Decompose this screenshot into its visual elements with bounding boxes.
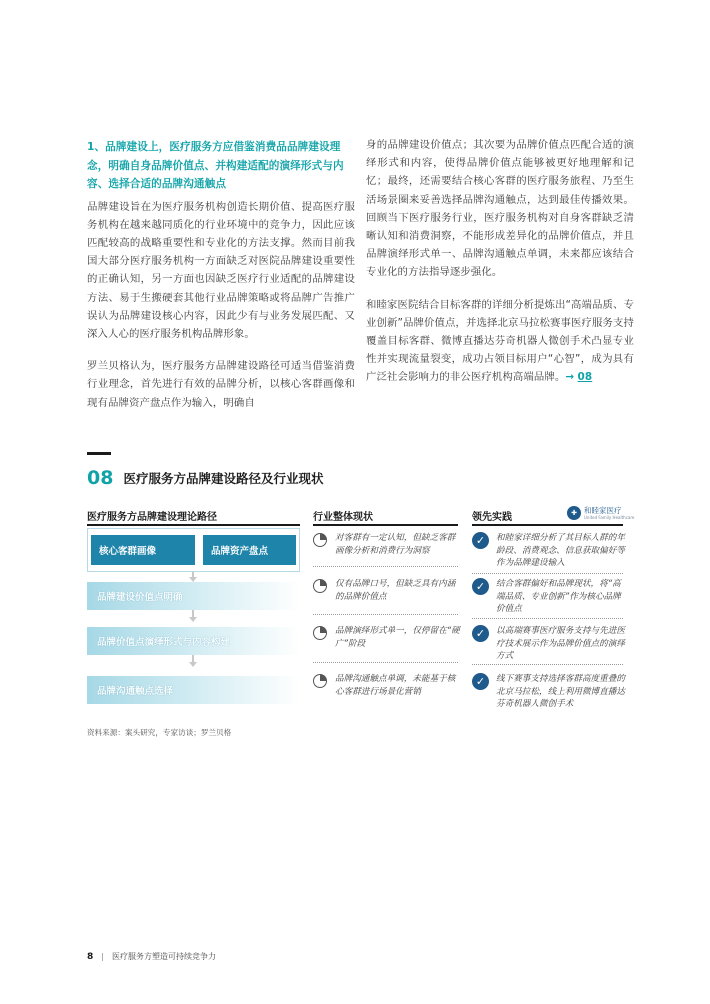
status-text: 仅有品牌口号，但缺乏具有内涵的品牌价值点 [335, 579, 456, 602]
logo-subtext: United Family Healthcare [584, 514, 635, 520]
arrow-down-icon [189, 662, 197, 667]
figure-reference-link[interactable]: 08 [577, 371, 593, 384]
input-box-customer-profile: 核心客群画像 [91, 535, 195, 565]
figure-divider [87, 452, 111, 455]
figure-title [87, 466, 323, 490]
practice-row [472, 578, 626, 616]
section-heading: 1、品牌建设上，医疗服务方应借鉴消费品品牌建设理念，明确自身品牌价值点、并构建适配的演绎形式与内容、选择合适的品牌沟通触点 [87, 141, 344, 190]
row-separator [313, 566, 458, 567]
check-circle-icon: ✓ [472, 673, 489, 690]
ufh-logo [567, 506, 634, 520]
pie-quarter-icon [313, 579, 327, 593]
body-paragraph: 罗兰贝格认为，医疗服务方品牌建设路径可适当借鉴消费行业理念，首先进行有效的品牌分析，以核心客群画像和现有品牌资产盘点作为输入，明确自 [87, 360, 355, 409]
step-touchpoint: 品牌沟通触点选择 [87, 676, 300, 704]
arrow-down-icon [189, 617, 197, 622]
status-row [313, 578, 463, 603]
col-header-practice: 领先实践 [472, 512, 512, 523]
header-rule [313, 524, 458, 526]
row-separator [313, 662, 458, 663]
page-footer [87, 951, 216, 962]
right-column [366, 136, 634, 401]
row-separator [313, 614, 458, 615]
pie-quarter-icon [313, 533, 327, 547]
left-column [87, 138, 355, 426]
pie-quarter-icon [313, 626, 327, 640]
status-text: 品牌沟通触点单调，未能基于核心客群进行场景化营销 [335, 674, 456, 697]
footer-separator: | [101, 952, 104, 961]
logo-text: 和睦家医疗 [584, 505, 622, 515]
status-row [313, 673, 463, 698]
footer-title: 医疗服务方塑造可持续竞争力 [111, 952, 216, 961]
row-separator [472, 573, 623, 574]
practice-text: 以高端赛事医疗服务支持与先进医疗技术展示作为品牌价值点的演绎方式 [496, 626, 625, 661]
practice-text: 线下赛事支持选择客群高度重叠的北京马拉松，线上利用微博直播达芬奇机器人微创手术 [496, 674, 625, 709]
body-paragraph [366, 296, 634, 387]
status-row [313, 625, 463, 650]
practice-row [472, 532, 626, 570]
check-circle-icon: ✓ [472, 625, 489, 642]
status-row [313, 532, 463, 557]
arrow-right-icon: → [565, 371, 575, 384]
row-separator [472, 618, 623, 619]
status-text: 品牌演绎形式单一，仅停留在“硬广”阶段 [335, 626, 460, 649]
header-rule [472, 524, 623, 526]
practice-row [472, 673, 626, 711]
figure-source: 资料来源：案头研究，专家访谈；罗兰贝格 [87, 728, 232, 737]
header-rule [87, 524, 300, 526]
page-number: 8 [87, 951, 94, 962]
input-box-brand-assets: 品牌资产盘点 [203, 535, 296, 565]
logo-mark-icon: ✚ [567, 506, 581, 520]
check-circle-icon: ✓ [472, 532, 489, 549]
row-separator [472, 664, 623, 665]
body-paragraph-text: 和睦家医院结合目标客群的详细分析提炼出“高端品质、专业创新”品牌价值点，并选择北京马拉松赛事医疗服务支持覆盖目标客群、微博直播达芬奇机器人微创手术凸显专业性并实现流量裂变，成功占领目标用户“心智”，成为具有广泛社会影响力的非公医疗机构高端品牌。 [366, 298, 634, 384]
practice-text: 结合客群偏好和品牌现状，将“高端品质、专业创新”作为核心品牌价值点 [496, 579, 621, 614]
col-header-status: 行业整体现状 [313, 512, 373, 523]
figure-name: 医疗服务方品牌建设路径及行业现状 [123, 471, 324, 486]
body-paragraph: 身的品牌建设价值点；其次要为品牌价值点匹配合适的演绎形式和内容，使得品牌价值点能够被更好地理解和记忆；最终，还需要结合核心客群的医疗服务旅程、乃至生活场景圈来妥善选择品牌沟通触点，达到最佳传播效果。回顾当下医疗服务行业，医疗服务机构对自身客群缺乏清晰认知和消费洞察，不能形成差异化的品牌价值点，并且品牌演绎形式单一、品牌沟通触点单调，未来都应该结合专业化的方法指导逐步强化。 [366, 139, 634, 279]
step-value-point: 品牌建设价值点明确 [87, 582, 300, 610]
practice-row [472, 625, 626, 663]
status-text: 对客群有一定认知，但缺乏客群画像分析和消费行为洞察 [335, 533, 456, 556]
pie-quarter-icon [313, 674, 327, 688]
practice-text: 和睦家详细分析了其目标人群的年龄段、消费观念、信息获取偏好等作为品牌建设输入 [496, 533, 625, 568]
check-circle-icon: ✓ [472, 578, 489, 595]
body-paragraph: 品牌建设旨在为医疗服务机构创造长期价值、提高医疗服务机构在越来越同质化的行业环境中的竞争力，因此应该匹配较高的战略重要性和专业化的方法支撑。然而目前我国大部分医疗服务机构一方面缺乏对医院品牌建设重要性的正确认知，另一方面也因缺乏医疗行业适配的品牌建设方法、易于生搬硬套其他行业品牌策略或将品牌广告推广误认为品牌建设核心内容，因此少有与业务发展匹配、又深入人心的医疗服务机构品牌形象。 [87, 200, 355, 340]
step-interpretation: 品牌价值点演绎形式与内容构建 [87, 627, 300, 655]
col-header-theory: 医疗服务方品牌建设理论路径 [87, 512, 217, 523]
figure-number: 08 [87, 467, 114, 489]
